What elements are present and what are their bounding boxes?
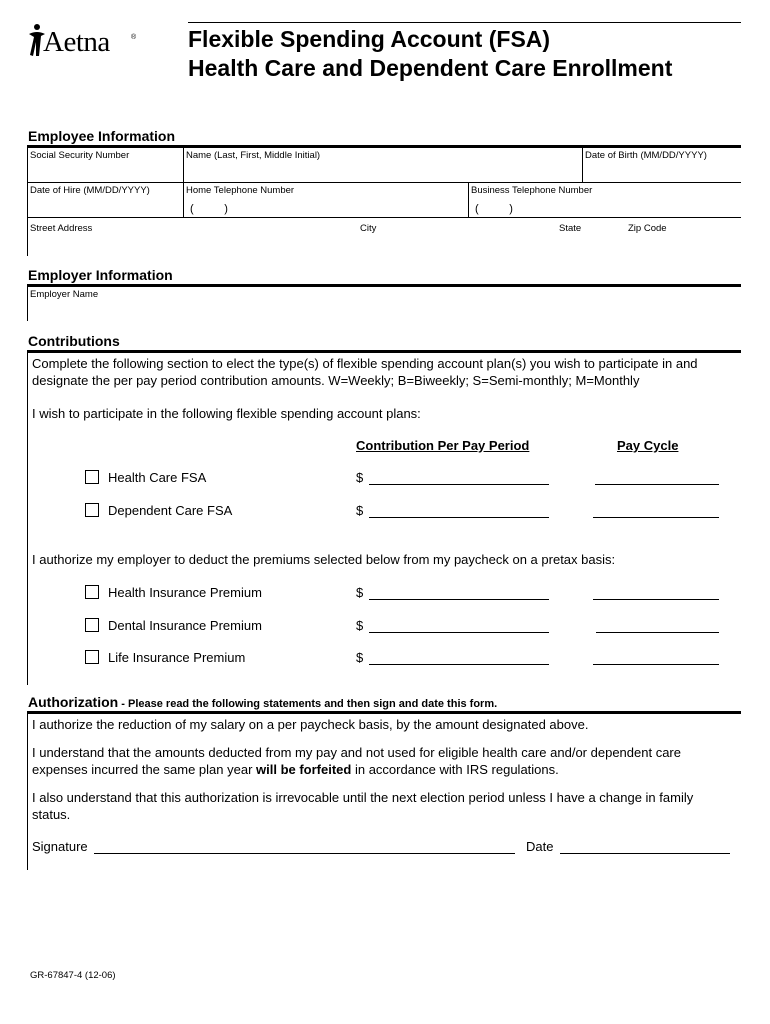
dependent-care-fsa-label: Dependent Care FSA <box>108 503 233 518</box>
dollar-sign: $ <box>356 650 364 665</box>
life-insurance-amount-field[interactable] <box>369 664 549 665</box>
ssn-label: Social Security Number <box>30 150 130 161</box>
business-phone-label: Business Telephone Number <box>471 185 593 196</box>
authorization-instruction: - Please read the following statements and then sign and date this form. <box>118 698 498 710</box>
authorization-paragraph-3-line1: I also understand that this authorization is irrevocable until the next election period unless I have a change in family <box>32 790 694 805</box>
forfeit-text-bold: will be forfeited <box>256 762 352 777</box>
health-insurance-premium-checkbox[interactable] <box>85 585 99 599</box>
pay-cycle-column-header: Pay Cycle <box>617 438 679 453</box>
authorization-paragraph-2-line1: I understand that the amounts deducted from my pay and not used for eligible health care and/or dependent care <box>32 745 681 760</box>
authorize-premiums-text: I authorize my employer to deduct the premiums selected below from my paycheck on a pretax basis: <box>32 552 616 567</box>
form-title-line2: Health Care and Dependent Care Enrollment <box>188 55 673 81</box>
contributions-section-heading: Contributions <box>28 333 120 349</box>
authorization-paragraph-1: I authorize the reduction of my salary on a per paycheck basis, by the amount designated above. <box>32 717 589 732</box>
contributions-intro-line1: Complete the following section to elect the type(s) of flexible spending account plan(s) you wish to participate in and <box>32 356 698 371</box>
home-phone-label: Home Telephone Number <box>186 185 295 196</box>
dependent-care-fsa-checkbox[interactable] <box>85 503 99 517</box>
dollar-sign: $ <box>356 470 364 485</box>
health-insurance-amount-field[interactable] <box>369 599 549 600</box>
authorization-heading-text: Authorization <box>28 694 119 710</box>
employee-section-heading: Employee Information <box>28 128 176 144</box>
authorization-paragraph-2-line2 <box>32 762 559 778</box>
name-label: Name (Last, First, Middle Initial) <box>186 150 321 161</box>
state-label: State <box>559 223 582 234</box>
zip-code-label: Zip Code <box>628 223 667 234</box>
dollar-sign: $ <box>356 618 364 633</box>
health-care-fsa-label: Health Care FSA <box>108 470 207 485</box>
date-label: Date <box>526 839 554 854</box>
dollar-sign: $ <box>356 503 364 518</box>
health-care-fsa-checkbox[interactable] <box>85 470 99 484</box>
business-phone-area-code: ( ) <box>475 203 513 215</box>
health-insurance-pay-cycle-field[interactable] <box>593 599 719 600</box>
header-rule <box>188 22 741 23</box>
life-insurance-pay-cycle-field[interactable] <box>593 664 719 665</box>
dental-insurance-premium-label: Dental Insurance Premium <box>108 618 262 633</box>
health-care-fsa-pay-cycle-field[interactable] <box>595 484 719 485</box>
grid-line <box>27 353 28 685</box>
dependent-care-fsa-amount-field[interactable] <box>369 517 549 518</box>
grid-line <box>27 714 28 870</box>
form-number: GR-67847-4 (12-06) <box>30 970 116 981</box>
life-insurance-premium-label: Life Insurance Premium <box>108 650 246 665</box>
dollar-sign: $ <box>356 585 364 600</box>
street-address-label: Street Address <box>30 223 93 234</box>
authorization-section-rule <box>27 711 741 714</box>
contribution-column-header: Contribution Per Pay Period <box>356 438 530 453</box>
authorization-paragraph-3-line2: status. <box>32 807 71 822</box>
city-label: City <box>360 223 377 234</box>
employer-name-field[interactable] <box>28 287 741 321</box>
dependent-care-fsa-pay-cycle-field[interactable] <box>593 517 719 518</box>
aetna-wordmark: Aetna <box>43 26 110 58</box>
form-title-line1: Flexible Spending Account (FSA) <box>188 26 551 52</box>
dental-insurance-amount-field[interactable] <box>369 632 549 633</box>
contributions-intro-line2: designate the per pay period contribution amounts. W=Weekly; B=Biweekly; S=Semi-monthly; M=Monthly <box>32 373 640 388</box>
dental-insurance-pay-cycle-field[interactable] <box>596 632 719 633</box>
registered-mark: ® <box>131 34 137 41</box>
employer-section-heading: Employer Information <box>28 267 173 283</box>
life-insurance-premium-checkbox[interactable] <box>85 650 99 664</box>
home-phone-area-code: ( ) <box>190 203 228 215</box>
health-insurance-premium-label: Health Insurance Premium <box>108 585 262 600</box>
health-care-fsa-amount-field[interactable] <box>369 484 549 485</box>
employer-name-label: Employer Name <box>30 289 99 300</box>
forfeit-text-a: expenses incurred the same plan year <box>32 762 257 777</box>
authorization-section-heading <box>28 694 497 712</box>
forfeit-text-b: in accordance with IRS regulations. <box>351 762 559 777</box>
signature-label: Signature <box>32 839 88 854</box>
participate-text: I wish to participate in the following flexible spending account plans: <box>32 406 421 421</box>
contributions-section-rule <box>27 350 741 353</box>
dob-label: Date of Birth (MM/DD/YYYY) <box>585 150 707 161</box>
aetna-logo <box>27 22 142 62</box>
signature-field[interactable] <box>94 853 515 854</box>
date-field[interactable] <box>560 853 730 854</box>
hire-date-label: Date of Hire (MM/DD/YYYY) <box>30 185 150 196</box>
dental-insurance-premium-checkbox[interactable] <box>85 618 99 632</box>
